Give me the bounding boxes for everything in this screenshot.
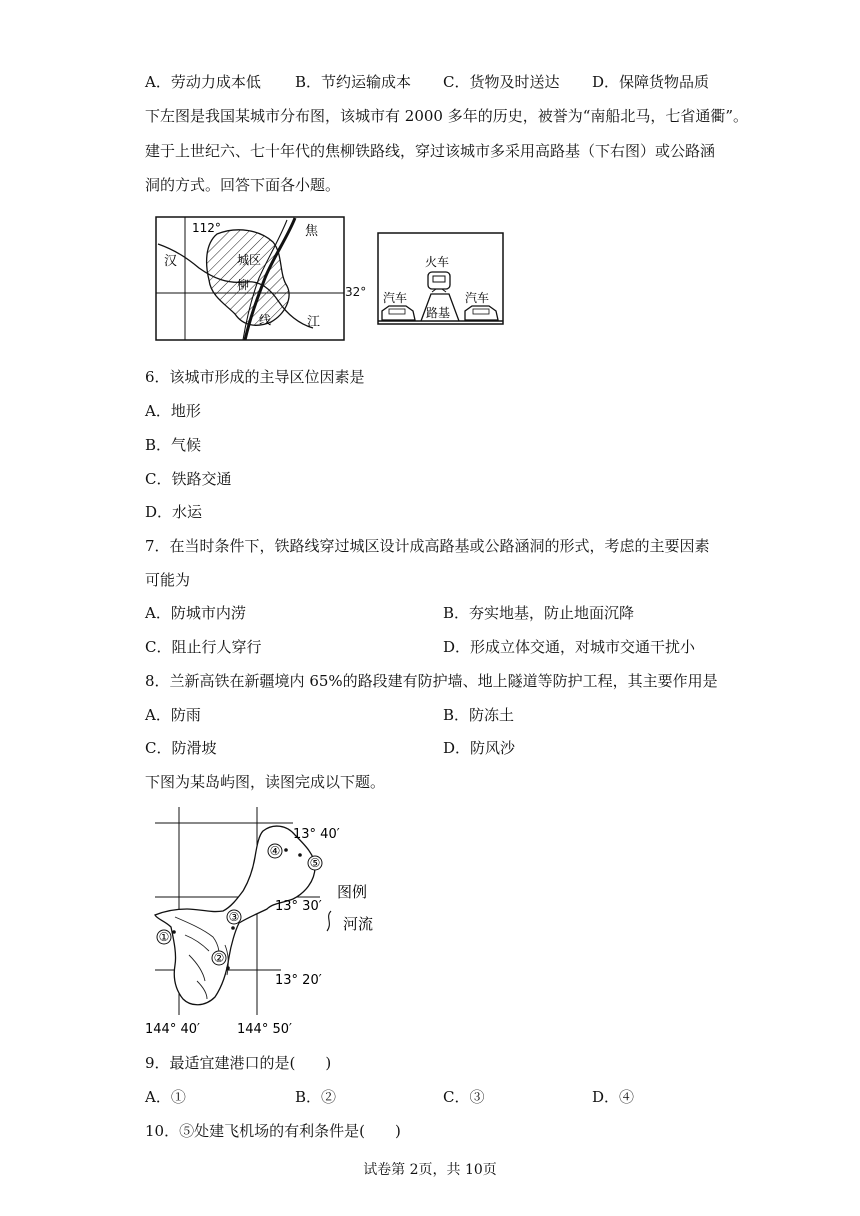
q5-option-a: A．劳动力成本低 (145, 73, 261, 91)
q7-option-d: D．形成立体交通，对城市交通干扰小 (443, 638, 696, 656)
q9-option-c: C．③ (443, 1088, 485, 1106)
q6-option-d: D．水运 (145, 503, 203, 521)
q7-stem-line-2: 可能为 (145, 571, 191, 589)
legend-river-symbol (327, 911, 331, 931)
q6-stem: 6．该城市形成的主导区位因素是 (145, 368, 365, 386)
q9-stem: 9．最适宜建港口的是( ) (145, 1054, 332, 1072)
q5-option-b: B．节约运输成本 (295, 73, 412, 91)
q7-option-b: B．夯实地基，防止地面沉降 (443, 604, 635, 622)
q5-option-c: C．货物及时送达 (443, 73, 560, 91)
rail-label-jiao: 焦 (305, 224, 319, 239)
point-2-marker: ② (213, 951, 225, 965)
intro-paragraph-line-2: 建于上世纪六、七十年代的焦柳铁路线，穿过该城市多采用高路基（下右图）或公路涵 (145, 142, 716, 160)
q5-option-d: D．保障货物品质 (592, 73, 710, 91)
q10-stem: 10．⑤处建飞机场的有利条件是( ) (145, 1122, 401, 1140)
q6-option-b: B．气候 (145, 436, 202, 454)
island-map-figure (145, 805, 395, 1040)
q9-option-d: D．④ (592, 1088, 635, 1106)
q6-option-a: A．地形 (145, 402, 201, 420)
q8-option-b: B．防冻土 (443, 706, 515, 724)
q9-option-a: A．① (145, 1088, 186, 1106)
q7-stem-line-1: 7．在当时条件下，铁路线穿过城区设计成高路基或公路涵洞的形式，考虑的主要因素 (145, 537, 710, 555)
car-label-right: 汽车 (465, 291, 490, 305)
intro-paragraph-line-3: 洞的方式。回答下面各小题。 (145, 176, 341, 194)
page-footer: 试卷第 2页，共 10页 (363, 1162, 497, 1178)
q8-option-a: A．防雨 (145, 706, 201, 724)
q9-option-b: B．② (295, 1088, 337, 1106)
lat-label-13-30: 13° 30′ (275, 899, 322, 914)
longitude-label-112: 112° (192, 221, 221, 235)
river-label-jiang: 江 (307, 315, 321, 330)
city-map-figure (155, 216, 345, 341)
train-label: 火车 (425, 255, 450, 269)
q8-option-c: C．防滑坡 (145, 739, 217, 757)
latitude-label-32: 32° (345, 285, 367, 299)
lon-label-144-50: 144° 50′ (237, 1022, 292, 1037)
urban-area-label: 城区 (237, 253, 262, 267)
intro-paragraph-line-1: 下左图是我国某城市分布图，该城市有 2000 多年的历史，被誉为“南船北马，七省通衢”。 (145, 107, 749, 125)
point-3-marker: ③ (228, 910, 240, 924)
point-4-marker: ④ (269, 844, 281, 858)
rail-label-xian: 线 (259, 313, 272, 327)
high-roadbed-figure (377, 232, 504, 325)
point-5-marker: ⑤ (309, 856, 321, 870)
rail-label-liu: 柳 (237, 278, 250, 292)
legend-river-label: 河流 (343, 915, 374, 933)
lat-label-13-20: 13° 20′ (275, 973, 322, 988)
island-intro: 下图为某岛屿图，读图完成以下题。 (145, 773, 386, 791)
q6-option-c: C．铁路交通 (145, 470, 232, 488)
q8-option-d: D．防风沙 (443, 739, 516, 757)
lat-label-13-40: 13° 40′ (293, 827, 340, 842)
lon-label-144-40: 144° 40′ (145, 1022, 200, 1037)
river-label-han: 汉 (164, 254, 178, 269)
q8-stem: 8．兰新高铁在新疆境内 65%的路段建有防护墙、地上隧道等防护工程，其主要作用是 (145, 672, 718, 690)
legend-title: 图例 (337, 883, 368, 901)
q7-option-a: A．防城市内涝 (145, 604, 246, 622)
q7-option-c: C．阻止行人穿行 (145, 638, 262, 656)
car-label-left: 汽车 (383, 291, 408, 305)
roadbed-label: 路基 (426, 306, 451, 320)
point-1-marker: ① (158, 930, 170, 944)
